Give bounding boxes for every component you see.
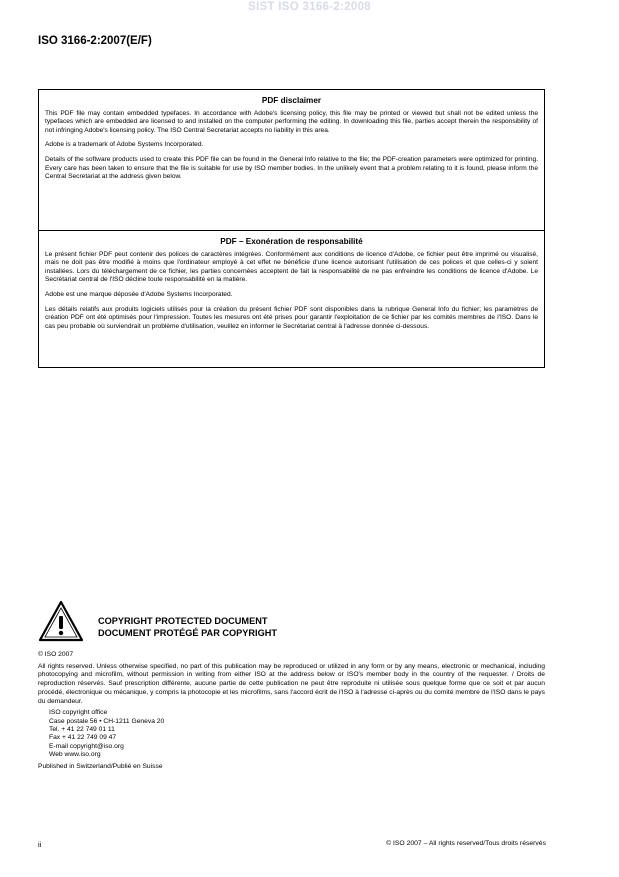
disclaimer-paragraph-fr: Le présent fichier PDF peut contenir des polices de caractères intégrées. Conformément aux conditions de licence d'Adobe, ce fichier peut être imprimé ou visualisé, mais ne doit pas être modifié à moins que l'ordinateur employé à cet effet ne bénéficie d'une licence autorisant l'utilisation de ces polices et que celles-ci y soient installées. Lors du téléchargement de ce fichier, les parties concernées acceptent de fait la responsabilité de ne pas enfreindre les conditions de licence d'Adobe. Le Secrétariat central de l'ISO décline toute responsabilité en la matière. [45,250,538,284]
copyright-title-fr: DOCUMENT PROTÉGÉ PAR COPYRIGHT [98,628,277,638]
pdf-disclaimer-box [38,89,545,231]
disclaimer-paragraph: Details of the software products used to create this PDF file can be found in the General Info relative to the file; the PDF-creation parameters were optimized for printing. Every care has been taken to ensure that the file is suitable for use by ISO member bodies. In the unlikely event that a problem relating to it is found, please inform the Central Secretariat at the address given below. [45,155,538,181]
document-id: ISO 3166-2:2007(E/F) [38,35,152,47]
disclaimer-paragraph-fr: Les détails relatifs aux produits logiciels utilisés pour la création du présent fichier PDF sont disponibles dans la rubrique General Info du fichier; les paramètres de création PDF ont été optimisés pour l'impression. Toutes les mesures ont été prises pour garantir l'exploitation de ce fichier par les comités membres de l'ISO. Dans le cas peu probable où surviendrait un problème d'utilisation, veuillez en informer le Secrétariat central à l'adresse donnée ci-dessous. [45,305,538,330]
copyright-body [38,651,545,771]
iso-address [49,709,545,759]
warning-icon [38,600,84,642]
disclaimer-paragraph: Adobe is a trademark of Adobe Systems Incorporated. [45,141,204,149]
rights-text: All rights reserved. Unless otherwise specified, no part of this publication may be reproduced or utilized in any form or by any means, electronic or mechanical, including photocopying and microfilm, without permission in writing from either ISO at the address below or ISO's member body in the country of the requester. / Droits de reproduction réservés. Sauf prescription différente, aucune partie de cette publication ne peut être reproduite ni utilisée sous quelque forme que ce soit et par aucun procédé, électronique ou mécanique, y compris la photocopie et les microfilms, sans l'accord écrit de l'ISO à l'adresse ci-après ou du comité membre de l'ISO dans le pays du demandeur. [38,662,545,705]
page-number: ii [38,840,42,849]
watermark: SIST ISO 3166-2:2008 [248,1,371,13]
address-office: ISO copyright office [49,709,108,717]
disclaimer-paragraph: This PDF file may contain embedded typefaces. In accordance with Adobe's licensing policy, this file may be printed or viewed but shall not be edited unless the typefaces which are embedded are licensed to and installed on the computer performing the editing. In downloading this file, parties accept therein the responsibility of not infringing Adobe's licensing policy. The ISO Central Secretariat accepts no liability in this area. [45,109,538,134]
pdf-disclaimer-box-fr [38,230,545,368]
footer-copyright: © ISO 2007 – All rights reserved/Tous droits réservés [386,840,546,847]
disclaimer-paragraph-fr: Adobe est une marque déposée d'Adobe Systems Incorporated. [45,290,233,298]
copyright-year: © ISO 2007 [38,651,74,658]
address-fax: Fax + 41 22 749 09 47 [49,734,117,742]
address-web: Web www.iso.org [49,751,101,759]
disclaimer-title-fr: PDF – Exonération de responsabilité [220,237,363,246]
copyright-title-en: COPYRIGHT PROTECTED DOCUMENT [98,616,268,626]
address-email: E-mail copyright@iso.org [49,742,124,750]
address-postal: Case postale 56 • CH-1211 Geneva 20 [49,717,165,725]
address-tel: Tel. + 41 22 749 01 11 [49,726,115,734]
disclaimer-title: PDF disclaimer [261,96,322,105]
published-line: Published in Switzerland/Publié en Suisse [38,762,163,770]
